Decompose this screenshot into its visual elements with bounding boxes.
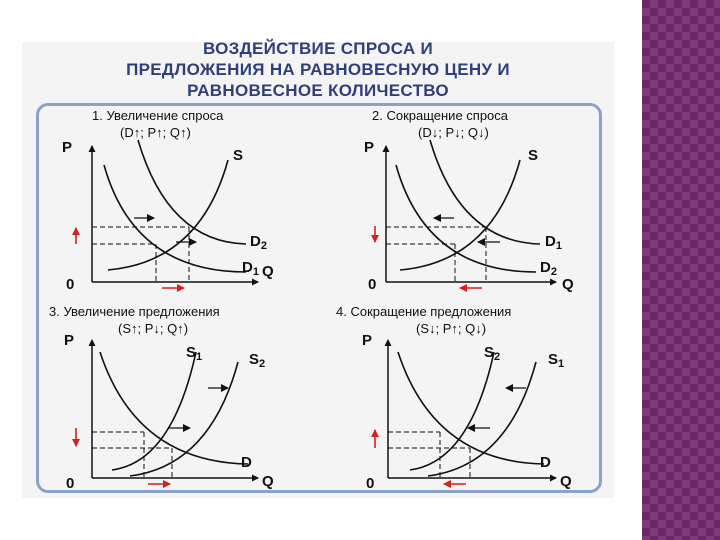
panel-4-supply-curve-s1 xyxy=(428,362,536,476)
title-line-2: ПРЕДЛОЖЕНИЯ НА РАВНОВЕСНУЮ ЦЕНУ И xyxy=(126,60,510,79)
panel-4-axis-q-label: Q xyxy=(560,473,572,490)
title-line-1: ВОЗДЕЙСТВИЕ СПРОСА И xyxy=(202,39,434,58)
panel-1 xyxy=(62,108,274,293)
panel-1-supply-label: S xyxy=(233,147,244,164)
panel-2-axis-q-label: Q xyxy=(562,276,574,293)
panel-1-axis-p-label: P xyxy=(62,139,73,156)
panel-2-demand-curve-d2 xyxy=(396,165,536,272)
panel-4-demand-curve xyxy=(398,352,544,464)
panel-1-heading: 1. Увеличение спроса xyxy=(92,108,224,123)
panel-2-heading: 2. Сокращение спроса xyxy=(372,108,509,123)
panel-2-origin-label: 0 xyxy=(368,276,377,293)
panel-2-axis-p-label: P xyxy=(364,139,375,156)
panel-1-demand-curve-d1 xyxy=(104,165,246,272)
panel-2 xyxy=(364,108,574,293)
panel-2-d2-label: $D_2$ xyxy=(540,259,557,278)
panel-3-subheading: (S↑; P↓; Q↑) xyxy=(118,321,189,336)
panel-3-supply-curve-s2 xyxy=(130,362,238,476)
panel-3-s2-label: $S_2$ xyxy=(249,351,266,370)
panel-1-demand-curve-d2 xyxy=(138,140,246,244)
panel-3-heading: 3. Увеличение предложения xyxy=(49,304,220,319)
panel-1-subheading: (D↑; P↑; Q↑) xyxy=(120,125,191,140)
panel-2-supply-label: S xyxy=(528,147,539,164)
panel-4-s1-label: $S_1$ xyxy=(548,351,565,370)
panel-3-supply-curve-s1 xyxy=(112,352,196,470)
panel-4-subheading: (S↓; P↑; Q↓) xyxy=(416,321,487,336)
panel-1-d1-label: $D_1$ xyxy=(242,259,259,278)
panel-4-heading: 4. Сокращение предложения xyxy=(336,304,512,319)
panel-3-demand-curve xyxy=(100,352,248,464)
panel-4-s2-label: $S_2$ xyxy=(484,344,501,363)
title-line-3: РАВНОВЕСНОЕ КОЛИЧЕСТВО xyxy=(187,81,449,100)
panel-4-axis-p-label: P xyxy=(362,332,373,349)
panel-3-demand-label: D xyxy=(241,454,252,471)
panel-3-axis-q-label: Q xyxy=(262,473,274,490)
panel-3-axis-p-label: P xyxy=(64,332,75,349)
panel-1-axis-q-label: Q xyxy=(262,263,274,280)
panel-3-origin-label: 0 xyxy=(66,475,75,492)
panel-4-origin-label: 0 xyxy=(366,475,375,492)
panel-2-subheading: (D↓; P↓; Q↓) xyxy=(418,125,489,140)
panel-4 xyxy=(336,304,572,492)
panel-1-origin-label: 0 xyxy=(66,276,75,293)
panel-3-s1-label: $S_1$ xyxy=(186,344,203,363)
panel-3 xyxy=(49,304,274,492)
panel-1-d2-label: $D_2$ xyxy=(250,233,267,252)
panel-2-d1-label: $D_1$ xyxy=(545,233,562,252)
panel-4-demand-label: D xyxy=(540,454,551,471)
